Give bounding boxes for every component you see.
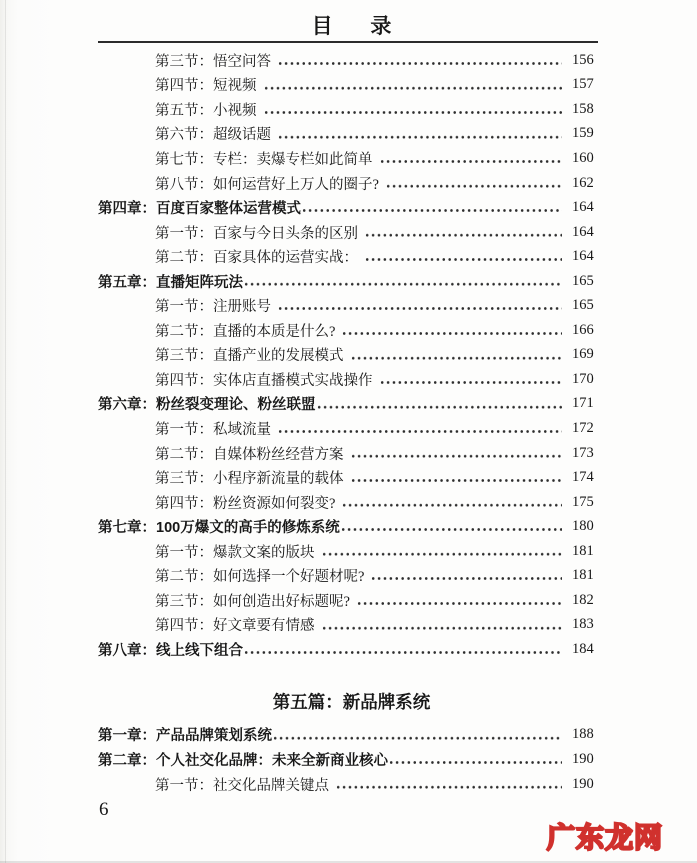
toc-entry-title: 第一节：社交化品牌关键点 [155, 777, 329, 794]
toc-entry-page: 164 [572, 248, 594, 265]
toc-entry-page: 169 [572, 346, 594, 363]
toc-entry-title: 第二节：直播的本质是什么? [155, 323, 336, 340]
toc-entry [98, 293, 605, 318]
dot-leader [371, 563, 562, 588]
toc-entry-title: 第一节：爆款文案的版块 [155, 544, 315, 561]
toc-entry-page: 160 [572, 149, 594, 166]
toc-entry-title: 第二节：自媒体粉丝经营方案 [155, 446, 344, 463]
toc-entry-page: 172 [572, 419, 594, 436]
dot-leader [351, 441, 563, 466]
toc-entry-page: 165 [572, 272, 594, 289]
toc-entry-title: 第二章：个人社交化品牌：未来全新商业核心 [98, 752, 388, 769]
toc-entry-title: 第六章：粉丝裂变理论、粉丝联盟 [98, 397, 316, 414]
toc-entry-title: 第一节：注册账号 [155, 299, 271, 316]
toc-entry-page: 159 [572, 125, 594, 142]
toc-entry-title: 第四节：短视频 [155, 78, 257, 95]
toc-entry-title: 第一章：产品品牌策划系统 [98, 728, 272, 745]
toc-entry-title: 第四节：实体店直播模式实战操作 [155, 372, 373, 389]
toc-entry [98, 392, 605, 417]
toc-entry [98, 539, 605, 564]
dot-leader [264, 73, 563, 98]
toc-entry-title: 第一节：私域流量 [155, 421, 271, 438]
toc-entry [98, 244, 605, 269]
toc-entry-title: 第二节：如何选择一个好题材呢? [155, 569, 365, 586]
dot-leader [351, 343, 563, 368]
toc-entry [98, 269, 605, 294]
toc-entry-title: 第四节：粉丝资源如何裂变? [155, 495, 336, 512]
dot-leader [342, 490, 562, 515]
toc-entry-page: 162 [572, 174, 594, 191]
dot-leader [278, 416, 562, 441]
toc-list-before-part [98, 48, 605, 662]
dot-leader [357, 588, 562, 613]
dot-leader [273, 723, 562, 748]
toc-entry-page: 184 [572, 640, 594, 657]
toc-entry-page: 188 [572, 726, 594, 743]
toc-entry [98, 220, 605, 245]
toc-entry [98, 195, 605, 220]
toc-entry-title: 第三节：小程序新流量的载体 [155, 471, 344, 488]
toc-entry [98, 563, 605, 588]
dot-leader [322, 539, 563, 564]
toc-entry-page: 165 [572, 297, 594, 314]
toc-entry-page: 183 [572, 616, 594, 633]
toc-entry [98, 441, 605, 466]
toc-entry [98, 747, 605, 772]
toc-entry-page: 156 [572, 51, 594, 68]
toc-entry [98, 122, 605, 147]
toc-entry-page: 181 [572, 542, 594, 559]
toc-entry-title: 第五章：直播矩阵玩法 [98, 274, 243, 291]
toc-entry-page: 180 [572, 518, 594, 535]
toc-entry-page: 171 [572, 395, 594, 412]
toc-entry-title: 第三节：如何创造出好标题呢? [155, 593, 350, 610]
toc-entry-title: 第一节：百家与今日头条的区别 [155, 225, 358, 242]
toc-entry-title: 第四章：百度百家整体运营模式 [98, 201, 301, 218]
toc-entry [98, 343, 605, 368]
toc-entry-title: 第二节：百家具体的运营实战： [155, 250, 358, 267]
toc-entry [98, 171, 605, 196]
dot-leader [264, 97, 563, 122]
toc-entry-page: 158 [572, 100, 594, 117]
table-of-contents [98, 48, 605, 796]
dot-leader [351, 465, 563, 490]
toc-entry-page: 173 [572, 444, 594, 461]
dot-leader [389, 747, 562, 772]
toc-entry-title: 第六节：超级话题 [155, 127, 271, 144]
toc-entry [98, 490, 605, 515]
toc-entry-page: 190 [572, 775, 594, 792]
toc-entry-page: 170 [572, 370, 594, 387]
toc-entry [98, 514, 605, 539]
header-rule [98, 41, 598, 43]
dot-leader [386, 171, 562, 196]
toc-entry [98, 637, 605, 662]
toc-entry [98, 588, 605, 613]
toc-entry-page: 166 [572, 321, 594, 338]
toc-entry [98, 318, 605, 343]
toc-entry [98, 367, 605, 392]
toc-entry-page: 164 [572, 223, 594, 240]
dot-leader [365, 220, 562, 245]
dot-leader [244, 269, 562, 294]
page-title: 目 录 [311, 15, 408, 38]
dot-leader [322, 613, 563, 638]
toc-entry [98, 97, 605, 122]
toc-entry [98, 146, 605, 171]
toc-entry-title: 第七章：100万爆文的高手的修炼系统 [98, 520, 340, 537]
toc-entry-page: 157 [572, 76, 594, 93]
toc-entry-title: 第四节：好文章要有情感 [155, 618, 315, 635]
dot-leader [278, 48, 562, 73]
toc-entry-page: 175 [572, 493, 594, 510]
toc-entry [98, 772, 605, 797]
toc-entry [98, 73, 605, 98]
part-heading: 第五篇：新品牌系统 [272, 691, 431, 712]
toc-entry-page: 181 [572, 567, 594, 584]
toc-entry-title: 第五节：小视频 [155, 102, 257, 119]
toc-entry [98, 48, 605, 73]
dot-leader [336, 772, 562, 797]
toc-entry-title: 第八节：如何运营好上万人的圈子? [155, 176, 379, 193]
toc-entry-title: 第八章：线上线下组合 [98, 642, 243, 659]
dot-leader [278, 122, 562, 147]
dot-leader [302, 195, 562, 220]
watermark: 广东龙网 [547, 822, 664, 853]
toc-entry-page: 190 [572, 750, 594, 767]
toc-entry [98, 723, 605, 748]
dot-leader [317, 392, 563, 417]
dot-leader [342, 318, 562, 343]
toc-entry-page: 164 [572, 199, 594, 216]
toc-entry-title: 第三节：悟空问答 [155, 53, 271, 70]
toc-entry-page: 182 [572, 591, 594, 608]
dot-leader [380, 367, 563, 392]
toc-entry-title: 第三节：直播产业的发展模式 [155, 348, 344, 365]
toc-entry-page: 174 [572, 469, 594, 486]
dot-leader [278, 293, 562, 318]
dot-leader [341, 514, 562, 539]
toc-entry-title: 第七节：专栏：卖爆专栏如此简单 [155, 151, 373, 168]
toc-list-after-part [98, 723, 605, 797]
dot-leader [244, 637, 562, 662]
toc-entry [98, 465, 605, 490]
dot-leader [380, 146, 563, 171]
footer-page-number: 6 [99, 799, 109, 820]
toc-entry [98, 613, 605, 638]
dot-leader [365, 244, 562, 269]
toc-entry [98, 416, 605, 441]
